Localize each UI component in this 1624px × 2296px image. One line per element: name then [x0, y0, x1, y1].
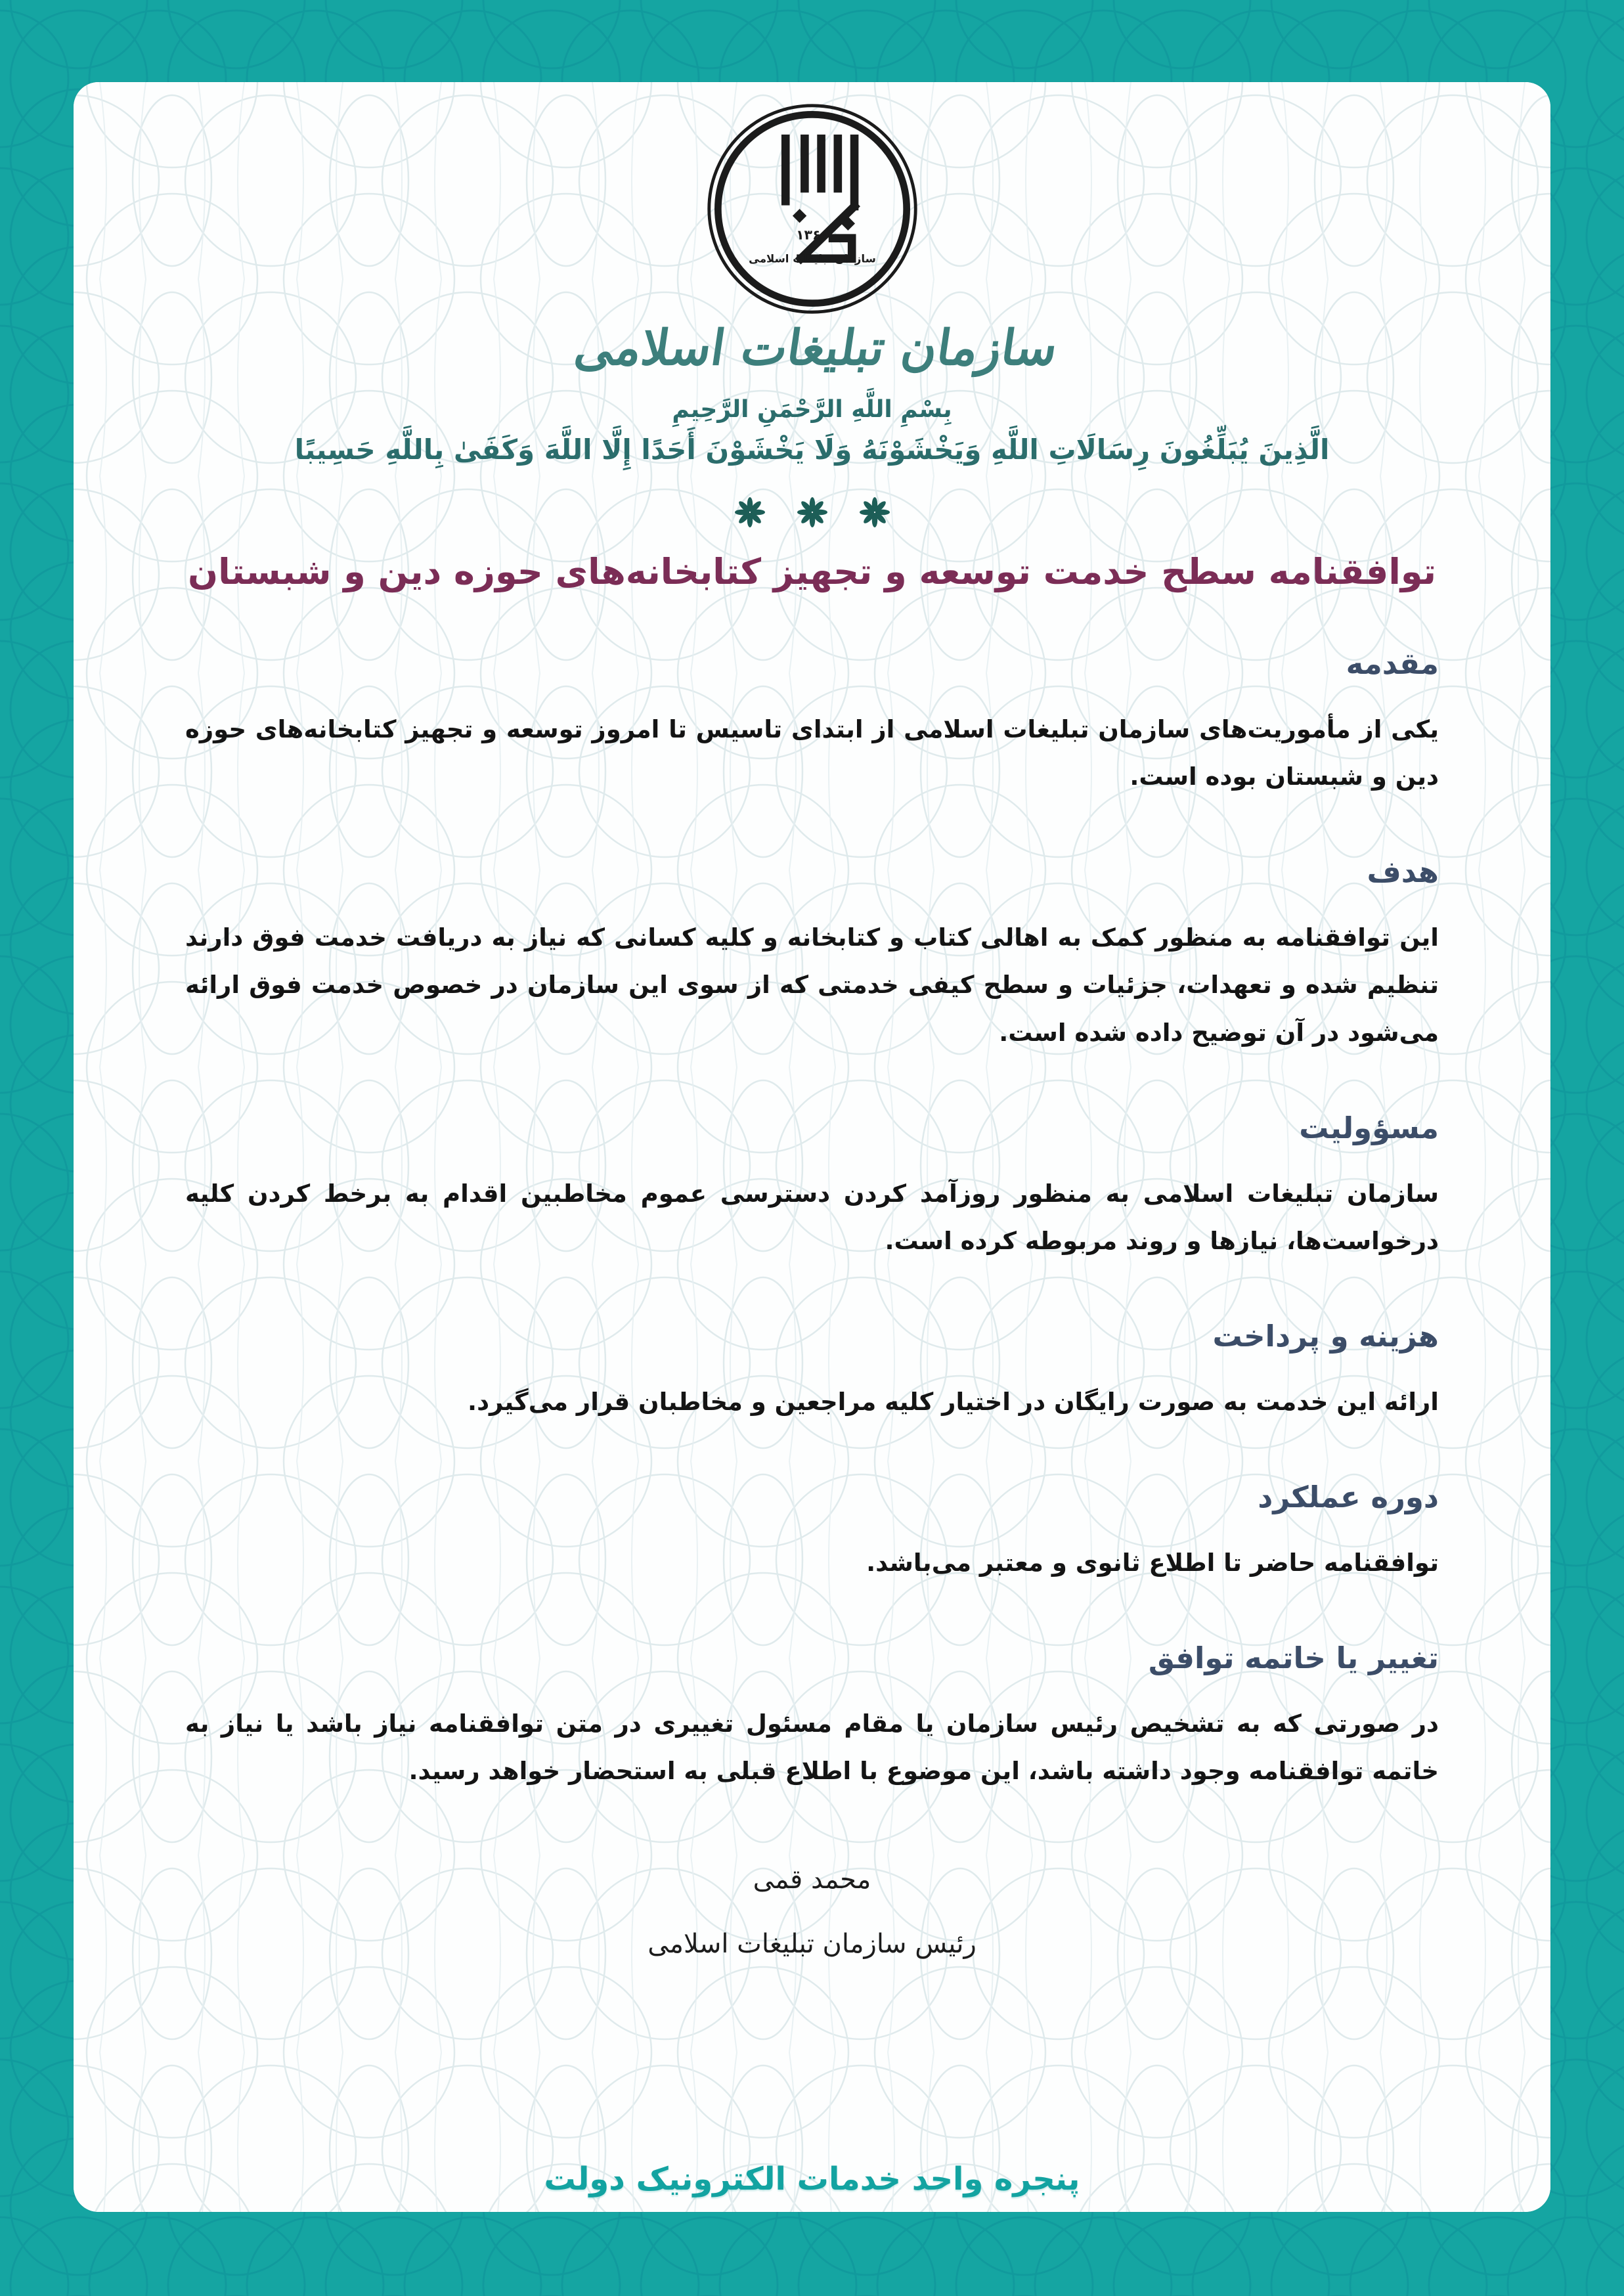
section-performance-period-body: توافقنامه حاضر تا اطلاع ثانوی و معتبر می‌باشد.: [866, 1549, 1439, 1578]
emblem-year: ۱۳۶۰: [795, 227, 829, 243]
section-intro: [185, 646, 1439, 801]
org-name-calligraphy: سازمان تبلیغات اسلامی: [567, 320, 1057, 376]
ornament-separator: [185, 497, 1439, 527]
section-goal-body: این توافقنامه به منظور کمک به اهالی کتاب و کتابخانه و کلیه کسانی که نیاز به دریافت خدمت فوق دارند تنظیم شده و تعهدات، جزئیات و سطح کیفی خدمتی که از سوی این سازمان در خصوص خدمت فوق ارائه می‌شود در آن توضیح داده شده است.: [185, 923, 1439, 1047]
section-intro-heading: مقدمه: [1346, 646, 1439, 681]
document-content: [74, 82, 1550, 2212]
org-emblem: [185, 100, 1439, 317]
section-intro-body: یکی از مأموریت‌های سازمان تبلیغات اسلامی از ابتدای تاسیس تا امروز توسعه و تجهیز کتابخانه‌های حوزه دین و شبستان بوده است.: [185, 715, 1439, 791]
section-goal: [185, 854, 1439, 1056]
section-responsibility: [185, 1111, 1439, 1265]
flower-asterisk-icon: [720, 497, 904, 527]
section-performance-period-heading: دوره عملکرد: [1258, 1480, 1439, 1515]
signatory-title: رئیس سازمان تبلیغات اسلامی: [647, 1928, 977, 1959]
section-change-termination-body: در صورتی که به تشخیص رئیس سازمان یا مقام مسئول تغییری در متن توافقنامه نیاز باشد یا نیاز به خاتمه توافقنامه وجود داشته باشد، این موضوع با اطلاع قبلی به استحضار خواهد رسید.: [185, 1710, 1439, 1786]
section-cost-payment: [185, 1319, 1439, 1426]
org-emblem-seal: [704, 100, 921, 317]
section-change-termination-heading: تغییر یا خاتمه توافق: [1148, 1641, 1439, 1676]
bismillah-text: بِسْمِ اللَّهِ الرَّحْمَنِ الرَّحِيمِ: [672, 396, 952, 423]
section-performance-period: [185, 1480, 1439, 1587]
signature-block: [185, 1865, 1439, 1959]
section-responsibility-heading: مسؤولیت: [1299, 1110, 1439, 1145]
section-change-termination: [185, 1641, 1439, 1795]
footer-service-text: پنجره واحد خدمات الکترونیک دولت: [544, 2161, 1080, 2197]
signatory-name: محمد قمی: [753, 1864, 871, 1895]
document-card: [74, 82, 1550, 2212]
section-cost-payment-body: ارائه این خدمت به صورت رایگان در اختیار کلیه مراجعین و مخاطبان قرار می‌گیرد.: [468, 1387, 1439, 1416]
section-goal-heading: هدف: [1367, 854, 1439, 890]
quran-verse: الَّذِينَ يُبَلِّغُونَ رِسَالَاتِ اللَّهِ وَيَخْشَوْنَهُ وَلَا يَخْشَوْنَ أَحَدًا إِلَّا اللَّهَ وَكَفَىٰ بِاللَّهِ حَسِيبًا: [294, 433, 1330, 466]
section-responsibility-body: سازمان تبلیغات اسلامی به منظور روزآمد کردن دسترسی عموم مخاطبین اقدام به برخط کردن کلیه درخواست‌ها، نیازها و روند مربوطه کرده است.: [185, 1179, 1439, 1255]
document-title: توافقنامه سطح خدمت توسعه و تجهیز کتابخانه‌های حوزه دین و شبستان: [187, 551, 1437, 592]
section-cost-payment-heading: هزینه و پرداخت: [1212, 1318, 1439, 1354]
emblem-org-name: سازمان تبلیغات اسلامی: [748, 252, 876, 265]
